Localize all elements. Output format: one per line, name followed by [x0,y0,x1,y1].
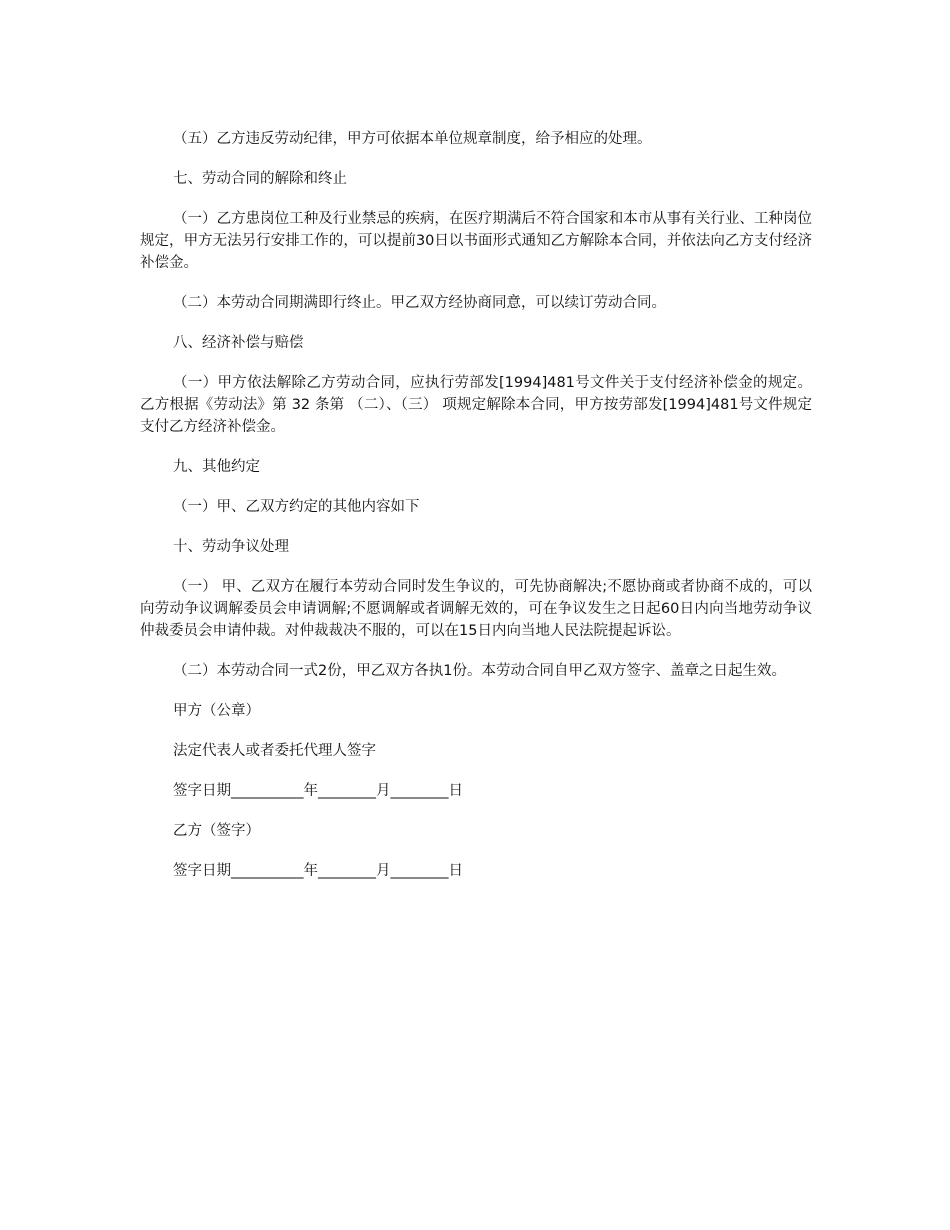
party-a-signature-date: 签字日期__________年________月________日 [173,783,463,799]
section-heading-other: 九、其他约定 [173,459,260,475]
party-a-seal: 甲方（公章） [173,703,260,719]
party-b-signature: 乙方（签字） [173,823,260,839]
party-b-signature-date: 签字日期__________年________月________日 [173,863,463,879]
clause-termination-1: （一）乙方患岗位工种及行业禁忌的疾病，在医疗期满后不符合国家和本市从事有关行业、工种岗位规定，甲方无法另行安排工作的，可以提前30日以书面形式通知乙方解除本合同，并依法向乙方支付经济补偿金。 [140,211,812,271]
clause-5-discipline: （五）乙方违反劳动纪律，甲方可依据本单位规章制度，给予相应的处理。 [173,131,652,147]
clause-compensation-1: （一）甲方依法解除乙方劳动合同，应执行劳部发[1994]481号文件关于支付经济补偿金的规定。乙方根据《劳动法》第 32 条第 （二）、（三） 项规定解除本合同，甲方按劳部发[1994]481号文件规定支付乙方经济补偿金。 [140,375,812,435]
clause-disputes-1: （一） 甲、乙双方在履行本劳动合同时发生争议的，可先协商解决;不愿协商或者协商不成的，可以向劳动争议调解委员会申请调解;不愿调解或者调解无效的，可在争议发生之日起60日内向当地劳动争议仲裁委员会申请仲裁。对仲裁裁决不服的，可以在15日内向当地人民法院提起诉讼。 [140,579,812,639]
section-heading-termination: 七、劳动合同的解除和终止 [173,171,347,187]
contract-page [140,128,812,900]
section-heading-disputes: 十、劳动争议处理 [173,539,289,555]
section-heading-compensation: 八、经济补偿与赔偿 [173,335,304,351]
clause-termination-2: （二）本劳动合同期满即行终止。甲乙双方经协商同意，可以续订劳动合同。 [173,295,666,311]
clause-disputes-2: （二）本劳动合同一式2份，甲乙双方各执1份。本劳动合同自甲乙双方签字、盖章之日起生效。 [173,663,786,679]
clause-other-1: （一）甲、乙双方约定的其他内容如下 [173,499,420,515]
party-a-representative-signature: 法定代表人或者委托代理人签字 [173,743,376,759]
